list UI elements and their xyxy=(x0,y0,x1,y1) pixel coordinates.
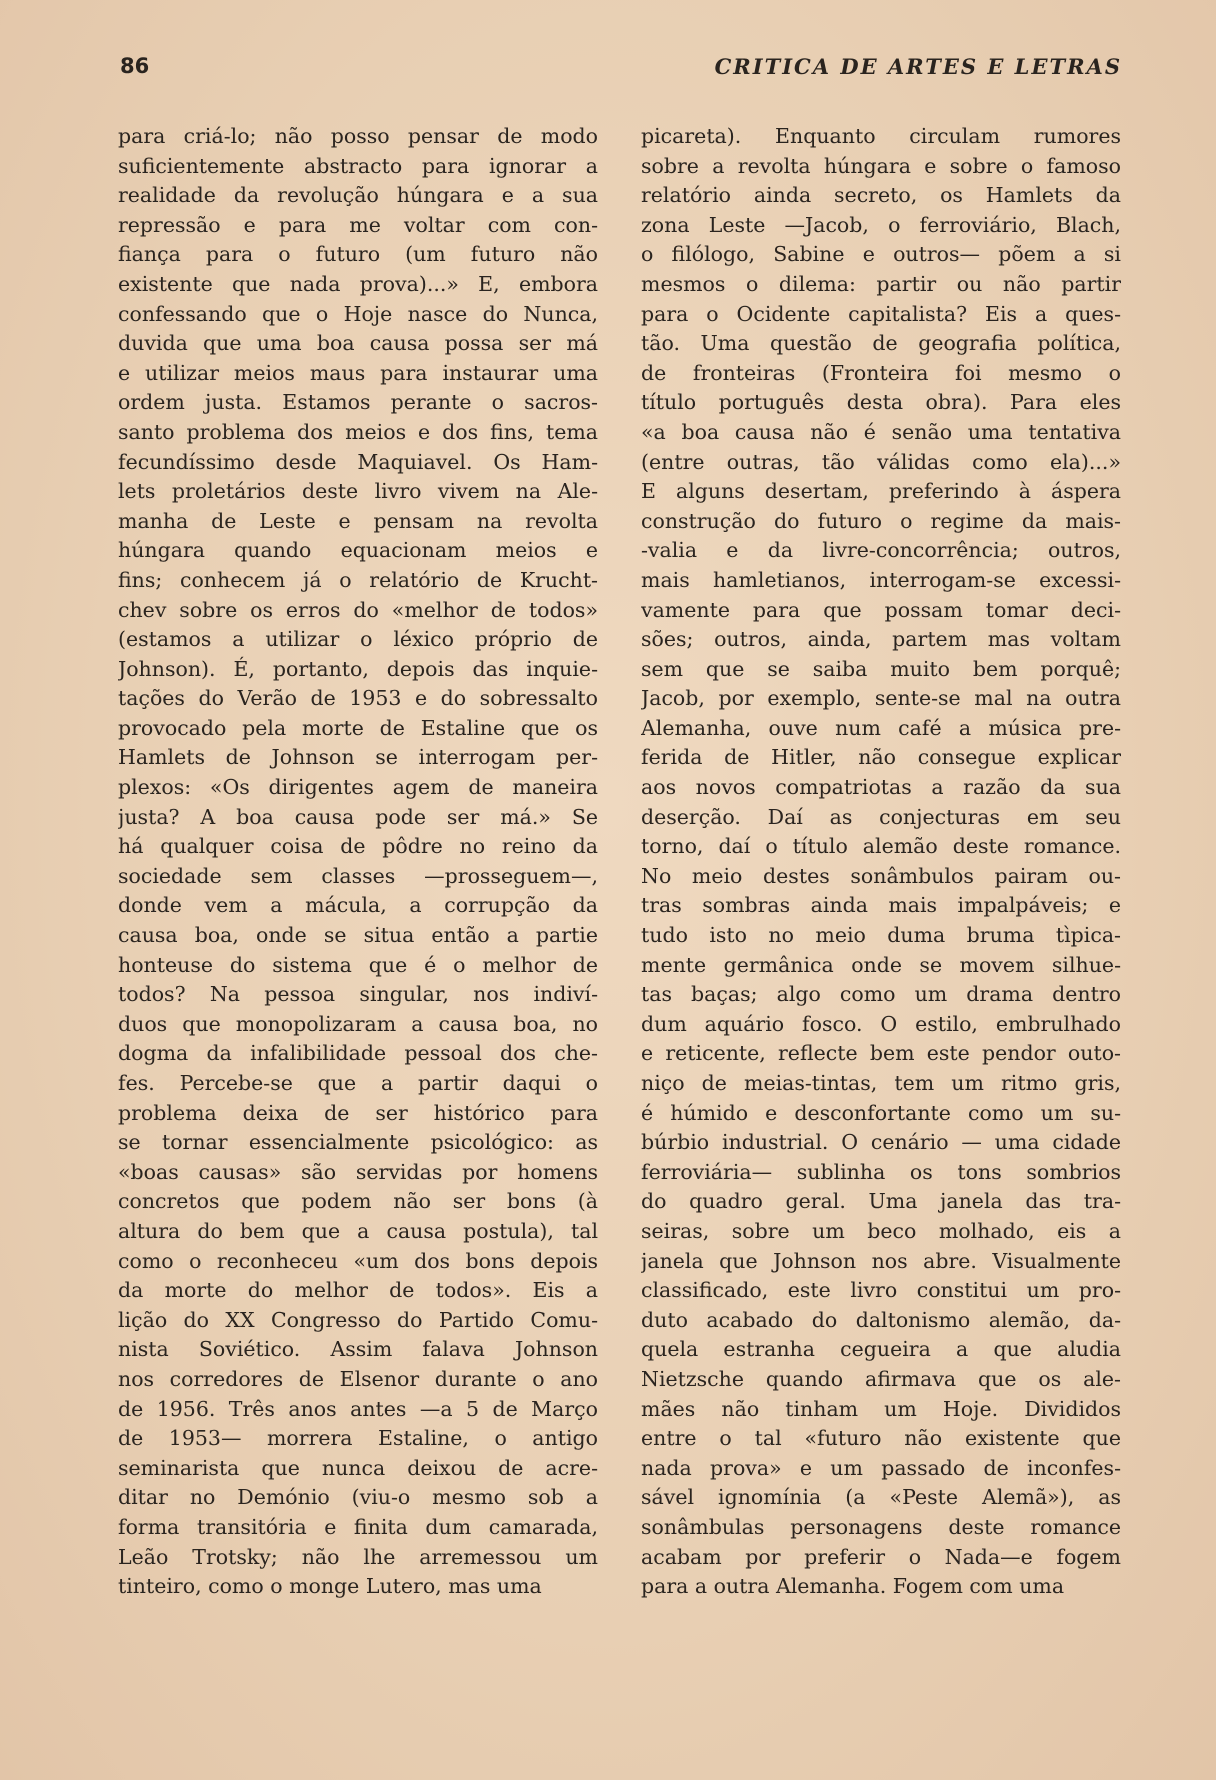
text-line: o filólogo, Sabine e outros— põem a si xyxy=(641,242,1121,267)
text-line: fecundíssimo desde Maquiavel. Os Ham- xyxy=(118,449,598,474)
text-line: sável ignomínia (a «Peste Alemã»), as xyxy=(641,1485,1121,1510)
text-line: donde vem a mácula, a corrupção da xyxy=(118,893,598,918)
text-line: justa? A boa causa pode ser má.» Se xyxy=(118,804,598,829)
text-line: (estamos a utilizar o léxico próprio de xyxy=(118,627,598,652)
text-line: sões; outros, ainda, partem mas voltam xyxy=(641,627,1121,652)
text-line: para o Ocidente capitalista? Eis a ques- xyxy=(641,301,1121,326)
text-line: Nietzsche quando afirmava que os ale- xyxy=(641,1366,1121,1391)
text-line: duvida que uma boa causa possa ser má xyxy=(118,331,598,356)
text-line: de fronteiras (Fronteira foi mesmo o xyxy=(641,360,1121,385)
text-line: há qualquer coisa de pôdre no reino da xyxy=(118,834,598,859)
text-line: entre o tal «futuro não existente que xyxy=(641,1426,1121,1451)
text-line: mesmos o dilema: partir ou não partir xyxy=(641,271,1121,296)
text-line: sonâmbulas personagens deste romance xyxy=(641,1514,1121,1539)
text-line: dum aquário fosco. O estilo, embrulhado xyxy=(641,1011,1121,1036)
text-line: e reticente, reflecte bem este pendor outo- xyxy=(641,1041,1121,1066)
text-line: nista Soviético. Assim falava Johnson xyxy=(118,1337,598,1362)
text-line: existente que nada prova)...» E, embora xyxy=(118,271,598,296)
running-head: CRITICA DE ARTES E LETRAS xyxy=(714,54,1122,79)
text-line: honteuse do sistema que é o melhor de xyxy=(118,952,598,977)
text-line: concretos que podem não ser bons (à xyxy=(118,1189,598,1214)
text-line: todos? Na pessoa singular, nos indiví- xyxy=(118,982,598,1007)
text-line: repressão e para me voltar com con- xyxy=(118,212,598,237)
text-line: tações do Verão de 1953 e do sobressalto xyxy=(118,686,598,711)
text-line: relatório ainda secreto, os Hamlets da xyxy=(641,183,1121,208)
text-line: lets proletários deste livro vivem na Ale- xyxy=(118,479,598,504)
text-line: Johnson). É, portanto, depois das inquie- xyxy=(118,656,598,681)
text-line: suficientemente abstracto para ignorar a xyxy=(118,153,598,178)
text-line: aos novos compatriotas a razão da sua xyxy=(641,775,1121,800)
text-line: fes. Percebe-se que a partir daqui o xyxy=(118,1071,598,1095)
text-line: ferroviária— sublinha os tons sombrios xyxy=(641,1159,1121,1184)
text-line: (entre outras, tão válidas como ela)...» xyxy=(641,449,1121,474)
text-line: ferida de Hitler, não consegue explicar xyxy=(641,745,1121,770)
text-line: ordem justa. Estamos perante o sacros- xyxy=(118,390,598,415)
text-line: fiança para o futuro (um futuro não xyxy=(118,242,598,267)
text-line: quela estranha cegueira a que aludia xyxy=(641,1337,1121,1362)
text-line: tinteiro, como o monge Lutero, mas uma xyxy=(118,1574,542,1599)
text-line: classificado, este livro constitui um pro- xyxy=(641,1278,1121,1303)
text-line: picareta). Enquanto circulam rumores xyxy=(641,124,1121,148)
text-line: búrbio industrial. O cenário — uma cidade xyxy=(641,1130,1121,1155)
text-line: «a boa causa não é senão uma tentativa xyxy=(641,419,1121,444)
text-line: duos que monopolizaram a causa boa, no xyxy=(118,1011,598,1036)
text-line: confessando que o Hoje nasce do Nunca, xyxy=(118,301,598,326)
text-line: sem que se saiba muito bem porquê; xyxy=(641,656,1121,681)
text-line: Leão Trotsky; não lhe arremessou um xyxy=(118,1544,598,1569)
text-line: sobre a revolta húngara e sobre o famoso xyxy=(641,153,1121,178)
text-line: seiras, sobre um beco molhado, eis a xyxy=(641,1218,1121,1243)
text-line: se tornar essencialmente psicológico: as xyxy=(118,1130,598,1155)
text-line: duto acabado do daltonismo alemão, da- xyxy=(641,1307,1121,1332)
text-line: tão. Uma questão de geografia política, xyxy=(641,331,1121,356)
text-line: da morte do melhor de todos». Eis a xyxy=(118,1278,598,1303)
text-line: ditar no Demónio (viu-o mesmo sob a xyxy=(118,1485,598,1510)
text-line: nada prova» e um passado de inconfes- xyxy=(641,1455,1121,1480)
text-line: é húmido e desconfortante como um su- xyxy=(641,1100,1121,1125)
text-line: causa boa, onde se situa então a partie xyxy=(118,923,598,948)
text-line: tudo isto no meio duma bruma tìpica- xyxy=(641,923,1121,948)
text-line: deserção. Daí as conjecturas em seu xyxy=(641,804,1121,829)
text-line: nos corredores de Elsenor durante o ano xyxy=(118,1366,598,1391)
text-line: torno, daí o título alemão deste romance. xyxy=(641,834,1121,859)
text-line: zona Leste —Jacob, o ferroviário, Blach, xyxy=(641,212,1121,237)
text-line: do quadro geral. Uma janela das tra- xyxy=(641,1189,1121,1214)
text-line: chev sobre os erros do «melhor de todos» xyxy=(118,597,598,622)
text-line: para criá-lo; não posso pensar de modo xyxy=(118,124,598,148)
text-line: húngara quando equacionam meios e xyxy=(118,538,598,563)
text-line: título português desta obra). Para eles xyxy=(641,390,1121,415)
text-line: niço de meias-tintas, tem um ritmo gris, xyxy=(641,1071,1121,1095)
text-line: seminarista que nunca deixou de acre- xyxy=(118,1455,598,1480)
text-line: de 1953— morrera Estaline, o antigo xyxy=(118,1426,598,1451)
text-line: janela que Johnson nos abre. Visualmente xyxy=(641,1248,1121,1273)
text-line: para a outra Alemanha. Fogem com uma xyxy=(641,1574,1065,1599)
text-line: dogma da infalibilidade pessoal dos che- xyxy=(118,1041,598,1066)
text-line: e utilizar meios maus para instaurar uma xyxy=(118,360,598,385)
text-line: Alemanha, ouve num café a música pre- xyxy=(641,715,1121,740)
text-line: Hamlets de Johnson se interrogam per- xyxy=(118,745,598,770)
text-line: mães não tinham um Hoje. Divididos xyxy=(641,1396,1121,1421)
text-line: lição do XX Congresso do Partido Comu- xyxy=(118,1307,598,1332)
text-line: No meio destes sonâmbulos pairam ou- xyxy=(641,863,1121,888)
text-line: como o reconheceu «um dos bons depois xyxy=(118,1248,598,1273)
text-line: vamente para que possam tomar deci- xyxy=(641,597,1121,622)
text-line: forma transitória e finita dum camarada, xyxy=(118,1514,598,1539)
text-line: tras sombras ainda mais impalpáveis; e xyxy=(641,893,1121,918)
text-line: construção do futuro o regime da mais- xyxy=(641,508,1121,533)
text-line: acabam por preferir o Nada—e fogem xyxy=(641,1544,1121,1569)
text-line: E alguns desertam, preferindo à áspera xyxy=(641,479,1121,504)
text-line: realidade da revolução húngara e a sua xyxy=(118,183,598,208)
page-number: 86 xyxy=(120,54,150,78)
right-text-column xyxy=(641,122,1121,1602)
text-line: Jacob, por exemplo, sente-se mal na outra xyxy=(641,686,1121,711)
text-line: mais hamletianos, interrogam-se excessi- xyxy=(641,567,1121,592)
text-line: mente germânica onde se movem silhue- xyxy=(641,952,1121,977)
text-line: fins; conhecem já o relatório de Krucht- xyxy=(118,567,598,592)
text-line: provocado pela morte de Estaline que os xyxy=(118,715,598,740)
text-line: de 1956. Três anos antes —a 5 de Março xyxy=(118,1396,598,1421)
text-line: «boas causas» são servidas por homens xyxy=(118,1159,598,1184)
left-text-column xyxy=(118,122,598,1602)
text-line: -valia e da livre-concorrência; outros, xyxy=(641,538,1121,563)
text-line: santo problema dos meios e dos fins, tema xyxy=(118,419,598,444)
text-line: manha de Leste e pensam na revolta xyxy=(118,508,598,533)
text-line: plexos: «Os dirigentes agem de maneira xyxy=(118,775,598,800)
text-line: problema deixa de ser histórico para xyxy=(118,1100,598,1125)
text-line: tas baças; algo como um drama dentro xyxy=(641,982,1121,1007)
text-line: sociedade sem classes —prosseguem—, xyxy=(118,863,598,888)
text-line: altura do bem que a causa postula), tal xyxy=(118,1218,598,1243)
